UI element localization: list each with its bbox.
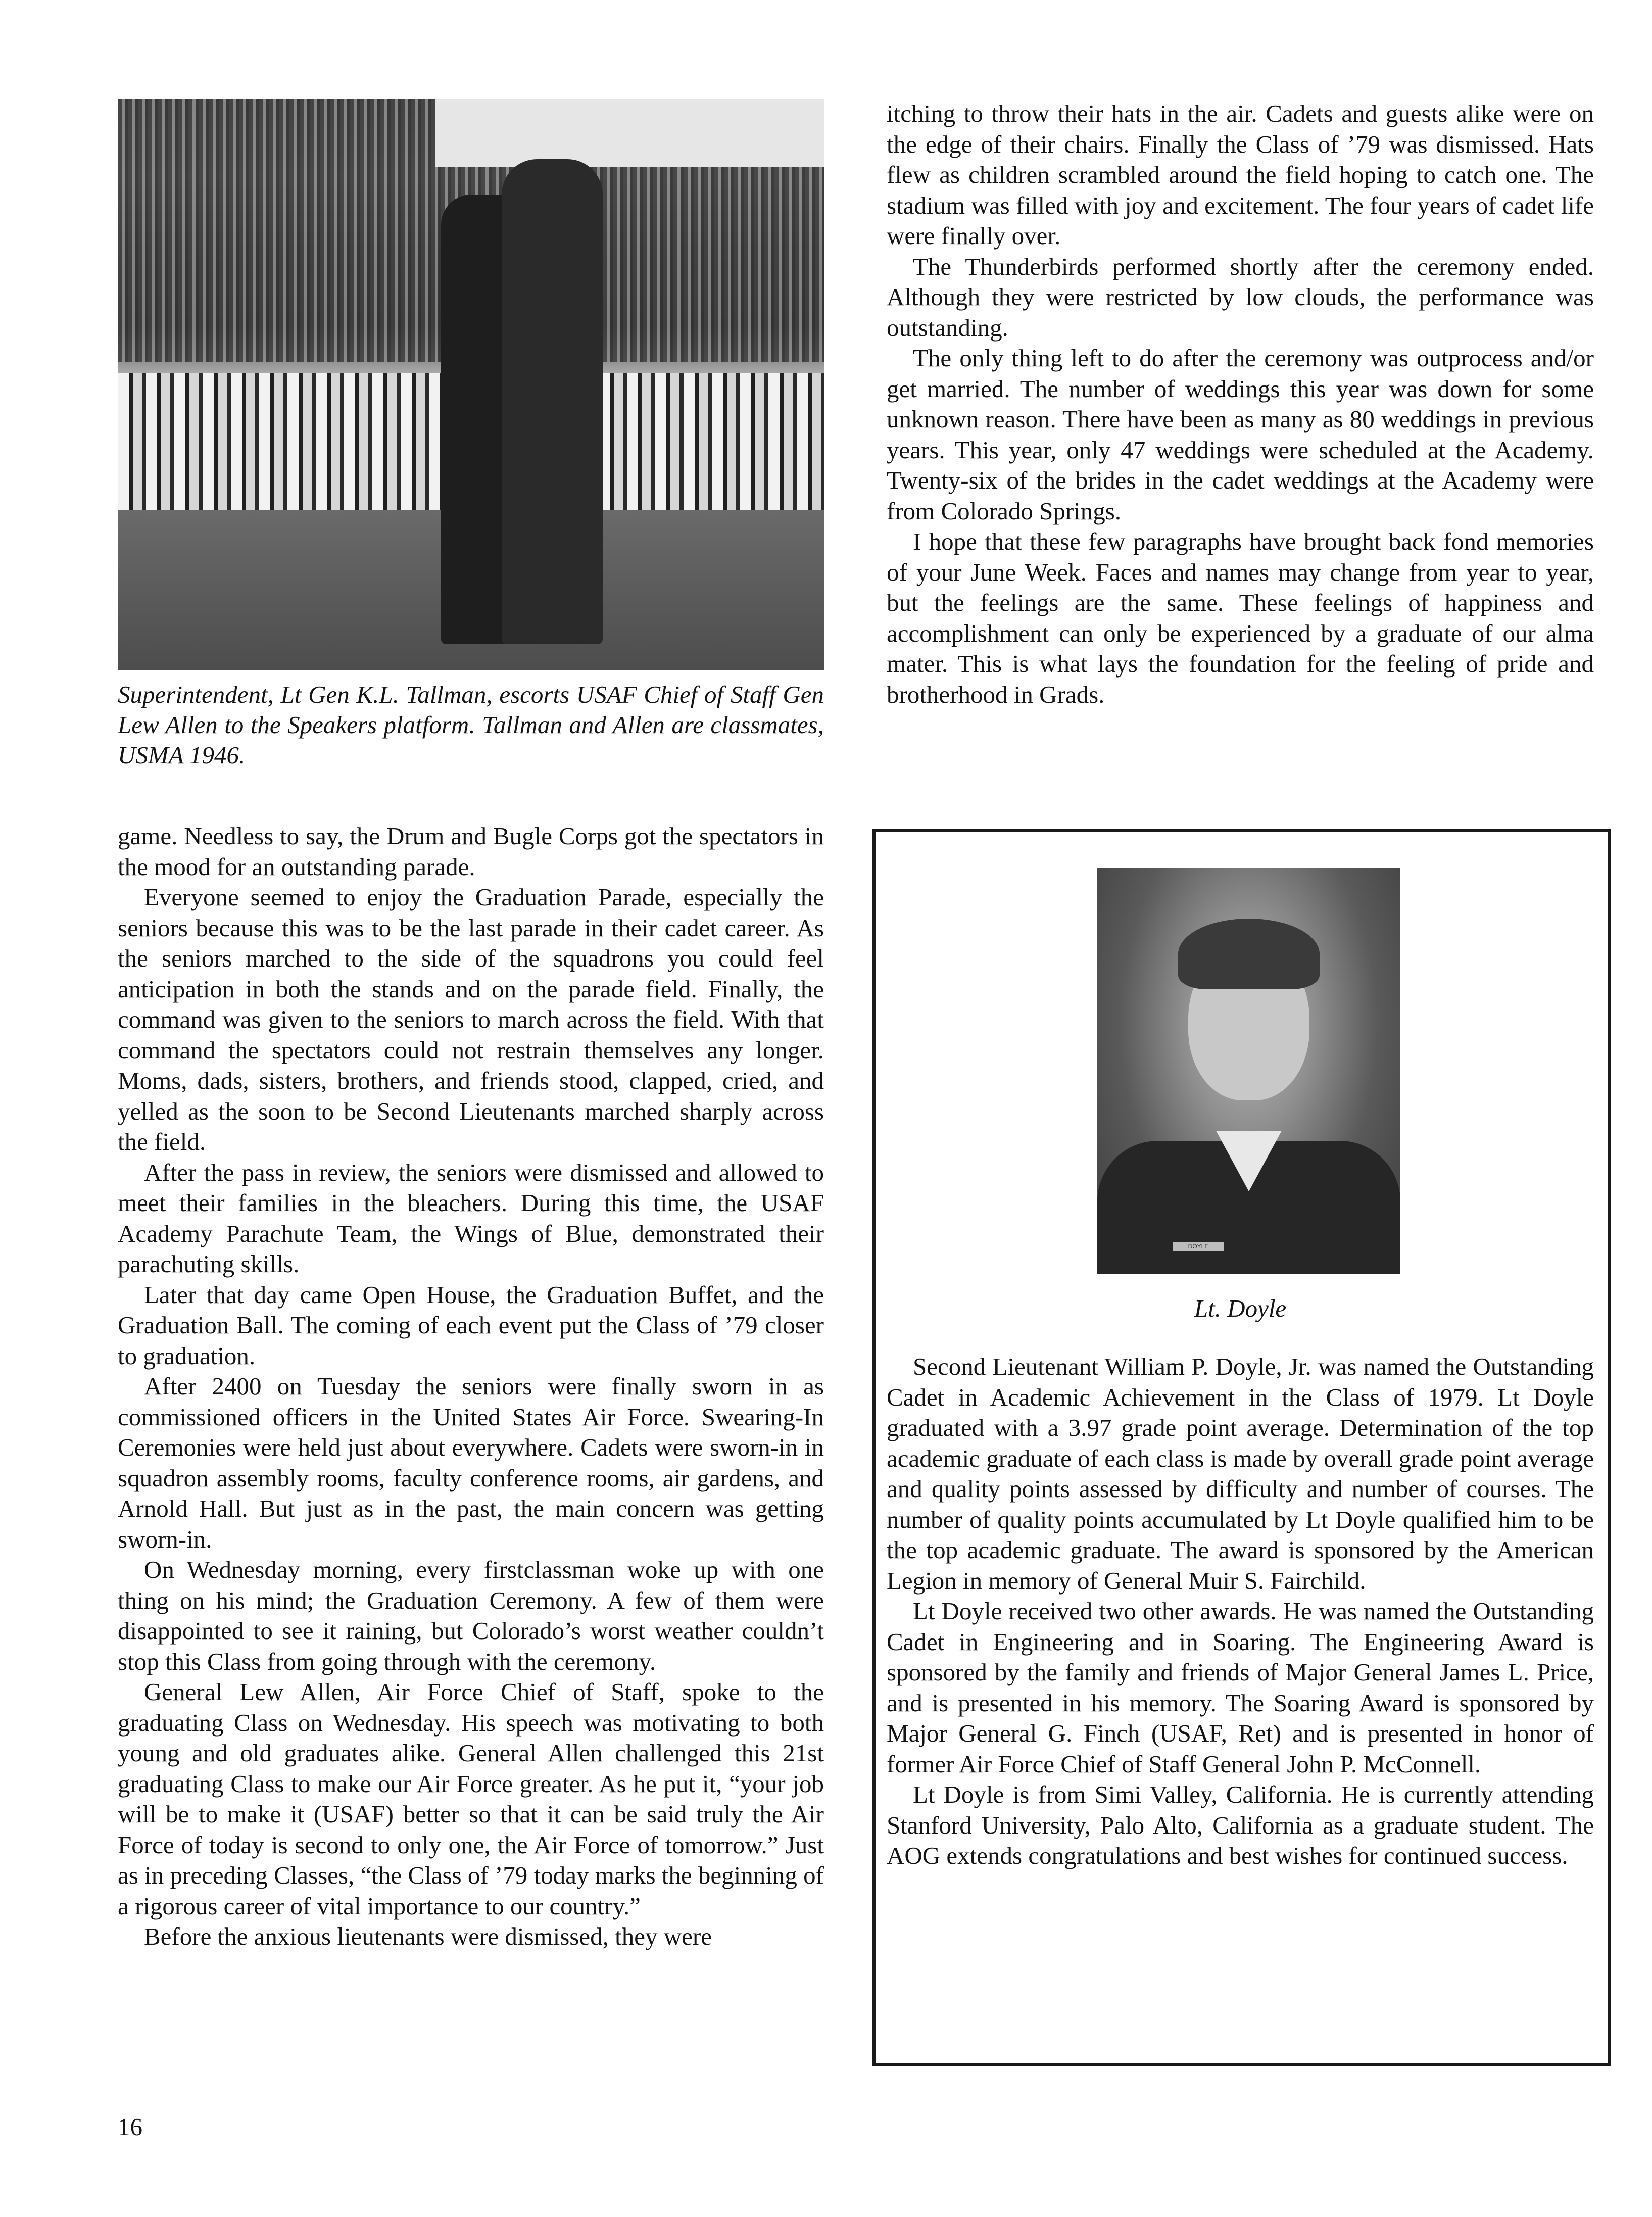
paragraph: Lt Doyle is from Simi Valley, California. He is currently attending Stanford University, Palo Alto, California as a graduate student. The AOG extends congratulations and best wishes for continued success. bbox=[887, 1780, 1594, 1869]
portrait-hair bbox=[1178, 919, 1320, 989]
paragraph: game. Needless to say, the Drum and Bugle Corps got the spectators in the mood for an outstanding parade. bbox=[118, 822, 824, 881]
stadium-roof bbox=[435, 99, 824, 167]
parade-photo bbox=[118, 99, 824, 670]
name-tag-text: DOYLE bbox=[1188, 1243, 1209, 1250]
paragraph: General Lew Allen, Air Force Chief of Staff, spoke to the graduating Class on Wednesday. His speech was motivating to both young and old graduates alike. General Allen challenged this 21st graduating Class to make our Air Force greater. As he put it, “your job will be to make it (USAF) better so that it can be said truly the Air Force of today is second to only one, the Air Force of tomorrow.” Just as in preceding Classes, “the Class of ’79 today marks the beginning of a rigorous career of vital importance to our country.” bbox=[118, 1678, 824, 1920]
paragraph: Lt Doyle received two other awards. He was named the Outstanding Cadet in Engineering and in Soaring. The Engineering Award is sponsored by the family and friends of Major General James L. Price, and is presented in his memory. The Soaring Award is sponsored by Major General G. Finch (USAF, Ret) and is presented in honor of former Air Force Chief of Staff General John P. McConnell. bbox=[887, 1597, 1594, 1778]
paragraph: After the pass in review, the seniors were dismissed and allowed to meet their families in the bleachers. During this time, the USAF Academy Parachute Team, the Wings of Blue, demonstrated their parachuting skills. bbox=[118, 1158, 824, 1278]
left-column bbox=[118, 821, 824, 1952]
portrait-photo bbox=[1097, 868, 1400, 1274]
paragraph: I hope that these few paragraphs have brought back fond memories of your June Week. Faces and names may change from year to year, but the feelings are the same. These feelings of happiness and accomplishment can only be experienced by a graduate of our alma mater. This is what lays the foundation for the feeling of pride and brotherhood in Grads. bbox=[887, 527, 1594, 708]
paragraph: Everyone seemed to enjoy the Graduation Parade, especially the seniors because this was to be the last parade in their cadet career. As the seniors marched to the side of the squadrons you could feel anticipation in both the stands and on the parade field. Finally, the command was given to the seniors to march across the field. With that command the spectators could not restrain themselves any longer. Moms, dads, sisters, brothers, and friends stood, clapped, cried, and yelled as the soon to be Second Lieutenants marched sharply across the field. bbox=[118, 883, 824, 1155]
paragraph: The only thing left to do after the ceremony was outprocess and/or get married. The number of weddings this year was down for some unknown reason. There have been as many as 80 weddings in previous years. This year, only 47 weddings were scheduled at the Academy. Twenty-six of the brides in the cadet weddings at the Academy were from Colorado Springs. bbox=[887, 344, 1594, 525]
sidebar-text bbox=[887, 1352, 1594, 1871]
right-column bbox=[887, 99, 1594, 710]
paragraph: Before the anxious lieutenants were dismissed, they were bbox=[144, 1922, 712, 1950]
paragraph: After 2400 on Tuesday the seniors were finally sworn in as commissioned officers in the United States Air Force. Swearing-In Ceremonies were held just about everywhere. Cadets were sworn-in in squadron assembly rooms, faculty conference rooms, air gardens, and Arnold Hall. But just as in the past, the main concern was getting sworn-in. bbox=[118, 1372, 824, 1553]
paragraph: The Thunderbirds performed shortly after the ceremony ended. Although they were restricted by low clouds, the performance was outstanding. bbox=[887, 252, 1594, 342]
page-number: 16 bbox=[118, 2113, 142, 2141]
photo-caption: Superintendent, Lt Gen K.L. Tallman, escorts USAF Chief of Staff Gen Lew Allen to the Speakers platform. Tallman and Allen are classmates, USMA 1946. bbox=[118, 681, 824, 769]
paragraph: On Wednesday morning, every firstclassman woke up with one thing on his mind; the Graduation Ceremony. A few of them were disappointed to see it raining, but Colorado’s worst weather couldn’t stop this Class from going through with the ceremony. bbox=[118, 1556, 824, 1675]
paragraph: Second Lieutenant William P. Doyle, Jr. was named the Outstanding Cadet in Academic Achievement in the Class of 1979. Lt Doyle graduated with a 3.97 grade point average. Determination of the top academic graduate of each class is made by overall grade point average and quality points assessed by difficulty and number of courses. The number of quality points accumulated by Lt Doyle qualified him to be the top academic graduate. The award is sponsored by the American Legion in memory of General Muir S. Fairchild. bbox=[887, 1353, 1594, 1595]
name-tag bbox=[1173, 1242, 1224, 1251]
paragraph: Later that day came Open House, the Graduation Buffet, and the Graduation Ball. The coming of each event put the Class of ’79 closer to graduation. bbox=[118, 1280, 824, 1370]
portrait-caption: Lt. Doyle bbox=[1194, 1294, 1287, 1322]
paragraph: itching to throw their hats in the air. Cadets and guests alike were on the edge of their chairs. Finally the Class of ’79 was dismissed. Hats flew as children scrambled around the field hoping to catch one. The stadium was filled with joy and excitement. The four years of cadet life were finally over. bbox=[887, 100, 1594, 250]
officer-figure bbox=[502, 159, 603, 644]
